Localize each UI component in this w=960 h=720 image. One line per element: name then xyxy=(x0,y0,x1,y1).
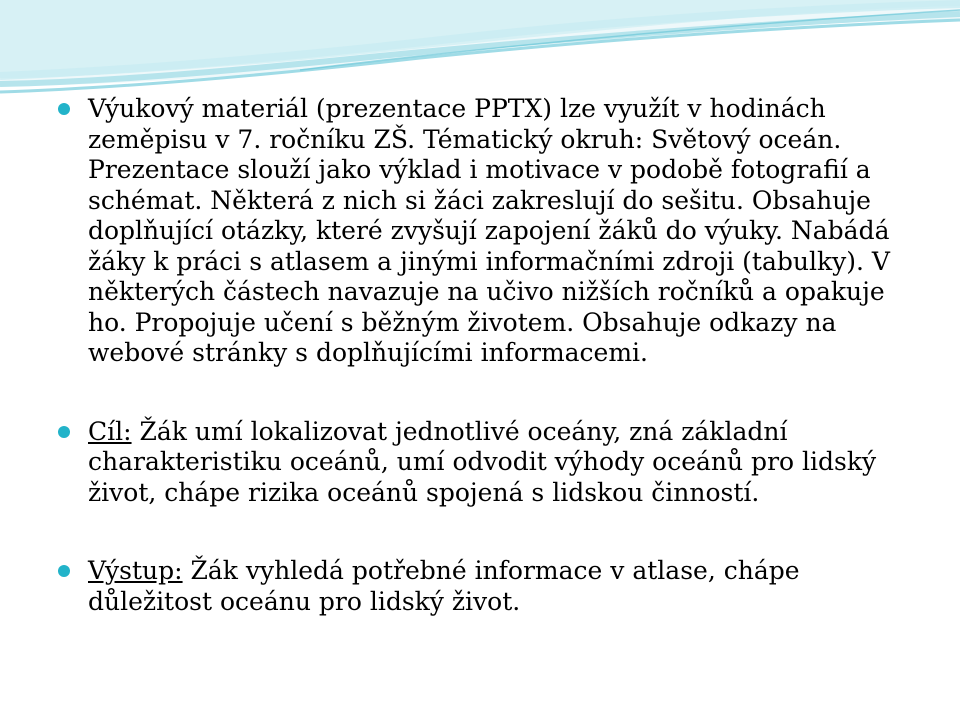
bullet-goal xyxy=(88,417,928,509)
bullet-list xyxy=(88,94,928,617)
outcome-text: Žák vyhledá potřebné informace v atlase, chápe důležitost oceánu pro lidský život. xyxy=(88,556,800,616)
bullet-outcome xyxy=(88,556,928,617)
goal-text: Žák umí lokalizovat jednotlivé oceány, zná základní charakteristiku oceánů, umí odvodit výhody oceánů pro lidský život, chápe rizika oceánů spojená s lidskou činností. xyxy=(88,416,877,507)
goal-label: Cíl: xyxy=(88,416,132,446)
bullet-description-text: Výukový materiál (prezentace PPTX) lze využít v hodinách zeměpisu v 7. ročníku ZŠ. Tématický okruh: Světový oceán. Prezentace slouží jako výklad i motivace v podobě fotografií a schémat. Některá z nich si žáci zakreslují do sešitu. Obsahuje doplňující otázky, které zvyšují zapojení žáků do výuky. Nabádá žáky k práci s atlasem a jinými informačními zdroji (tabulky). V některých částech navazuje na učivo nižších ročníků a opakuje ho. Propojuje učení s běžným životem. Obsahuje odkazy na webové stránky s doplňujícími informacemi. xyxy=(88,94,890,367)
bullet-description xyxy=(88,94,928,369)
outcome-label: Výstup: xyxy=(88,556,183,585)
